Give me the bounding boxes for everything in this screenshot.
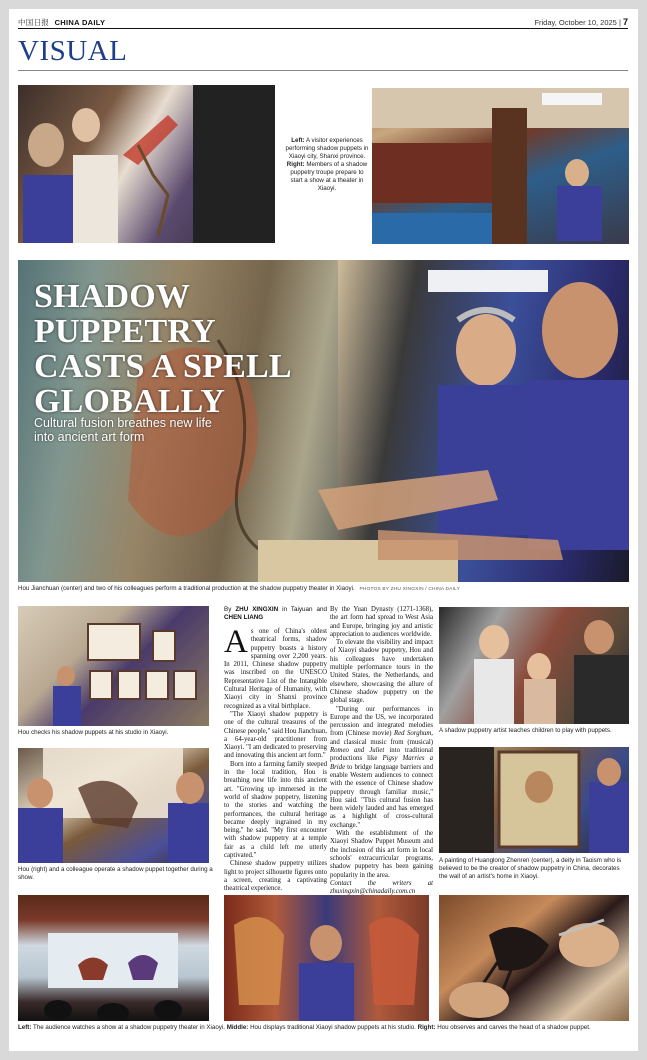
photo-children [439,607,629,724]
caption-left-label: Left: [291,137,305,144]
dropcap: A [224,624,248,660]
issue-date: Friday, October 10, 2025 [534,18,617,27]
headline [34,279,292,419]
deck: Cultural fusion breathes new life into ancient art form [34,416,212,444]
paragraph-1 [224,624,327,711]
bottom-photos-caption [18,1024,630,1032]
paragraph-6: To elevate the visibility and impact of Xiaoyi shadow puppetry, Hou and his colleagues have undertaken multiple performance tours in the United States, the Netherlands, and elsewhere, showcasing the allure of Chinese shadow puppetry on the global stage. [330,639,433,705]
paragraph-7-part-d: to bridge language barriers and enable Western audiences to connect with the essence of Chinese shadow puppetry through familiar music," Hou said. "This cultural fusion has been widely lauded and has emerged as a highlight of cross-cultural exchange." [330,763,433,829]
caption-operate: Hou (right) and a colleague operate a shadow puppet together during a show. [18,866,213,881]
headline-line-2: PUPPETRY [34,313,216,350]
paragraph-4: Chinese shadow puppetry utilizes light to project silhouette figures onto a screen, creating a captivating theatrical experience. [224,860,327,893]
caption-bottom-left-text: The audience watches a show at a shadow puppetry theater in Xiaoyi. [33,1024,225,1031]
byline [224,606,327,622]
caption-bottom-middle-text: Hou displays traditional Xiaoyi shadow puppets at his studio. [250,1024,416,1031]
hero-caption [18,585,629,594]
byline-and: and [316,606,328,613]
paragraph-5: By the Yuan Dynasty (1271-1368), the art form had spread to West Asia and Europe, bringing joy and artistic appreciation to audiences worldwide. [330,606,433,638]
section-title: VISUAL [18,35,128,67]
photo-operate-puppet [18,748,209,863]
caption-studio: Hou checks his shadow puppets at his studio in Xiaoyi. [18,729,169,736]
paragraph-7-part-b: , and classical music from (musical) [330,730,433,746]
caption-right-text: Members of a shadow puppetry troupe prepare to start a show at a theater in Xiaoyi. [290,161,368,192]
page-number: 7 [622,17,628,27]
caption-bottom-left-label: Left: [18,1024,32,1031]
author-2: CHEN LIANG [224,614,264,621]
author-1: ZHU XINGXIN [235,606,279,613]
photo-painting [439,747,629,853]
title-romeo-juliet: Romeo and Juliet [330,747,385,755]
paragraph-3: Born into a farming family steeped in the local tradition, Hou is breathing new life into this ancient art. "Growing up immersed in the world of shadow puppetry, listening to the stories and watching the performances, the cultural heritage became deeply ingrained in my being," he said. "My first encounter with shadow puppetry at a temple fair as a child left me utterly captivated." [224,760,327,860]
caption-left-text: A visitor experiences performing shadow puppets in Xiaoyi city, Shanxi province. [285,137,369,160]
photo-credit: PHOTOS BY ZHU XINGXIN / CHINA DAILY [359,587,461,592]
paragraph-7-part-a: "During our performances in Europe and the US, we incorporated percussion and integrated melodies from (Chinese movie) [330,705,433,738]
top-bar [18,15,628,29]
masthead-name: CHINA DAILY [54,18,106,27]
author-1-location: in Taiyuan [282,606,313,613]
section-rule [18,70,628,71]
masthead [18,17,105,28]
photo-troupe-prepare [372,88,629,244]
dateline [534,17,628,27]
byline-prefix: By [224,606,232,613]
article-column-1 [224,606,327,894]
caption-bottom-right-text: Hou observes and carves the head of a shadow puppet. [437,1024,591,1031]
paragraph-7-part-c: into traditional productions like [330,747,433,763]
photo-carving [439,895,629,1021]
photo-audience [18,895,209,1021]
contact-line: Contact the writers at zhuxingxin@chinadaily.com.cn [330,879,433,896]
paragraph-8: With the establishment of the Xiaoyi Shadow Puppet Museum and the inclusion of this art form in local schools' extracurricular programs, shadow puppetry has been gaining popularity in the area. [330,830,433,879]
photo-display-puppets [224,895,429,1021]
hero-caption-text: Hou Jianchuan (center) and two of his colleagues perform a traditional production at the shadow puppetry theater in Xiaoyi. [18,585,355,592]
caption-painting: A painting of Huanglong Zhenren (center), a deity in Taoism who is believed to be the creator of shadow puppetry in China, decorates the wall of an artist's home in Xiaoyi. [439,857,622,880]
masthead-chinese: 中国日报 [18,18,50,27]
caption-children: A shadow puppetry artist teaches children to play with puppets. [439,727,612,734]
article-column-2 [330,606,433,896]
caption-bottom-middle-label: Middle: [226,1024,249,1031]
headline-line-3: CASTS A SPELL [34,348,292,385]
title-pigsy: Pigsy Marries a Bride [330,755,433,771]
paragraph-1-text: s one of China's oldest theatrical forms, shadow puppetry boasts a history spanning over 2,200 years. In 2011, Chinese shadow puppetry was inscribed on the UNESCO Representative List of the Intangible Cultural Heritage of Humanity, with Xiaoyi city in Shanxi province recognized as a vital birthplace. [224,628,327,710]
top-photos-caption [285,137,369,193]
headline-line-4: GLOBALLY [34,383,226,420]
photo-visitor-puppet [18,85,275,243]
paragraph-2: "The Xiaoyi shadow puppetry is one of the cultural treasures of the Chinese people," said Hou Jianchuan, a 64-year-old practitioner from Xiaoyi. "I am dedicated to preserving and innovating this ancient art form." [224,710,327,760]
caption-bottom-right-label: Right: [417,1024,436,1031]
paragraph-7 [330,706,433,830]
newspaper-page [9,9,638,1051]
top-rule [18,28,628,29]
dateline-separator: | [618,18,621,27]
headline-line-1: SHADOW [34,278,191,315]
photo-studio [18,606,209,726]
caption-right-label: Right: [286,161,305,168]
title-red-sorghum: Red Sorghum [393,730,432,738]
